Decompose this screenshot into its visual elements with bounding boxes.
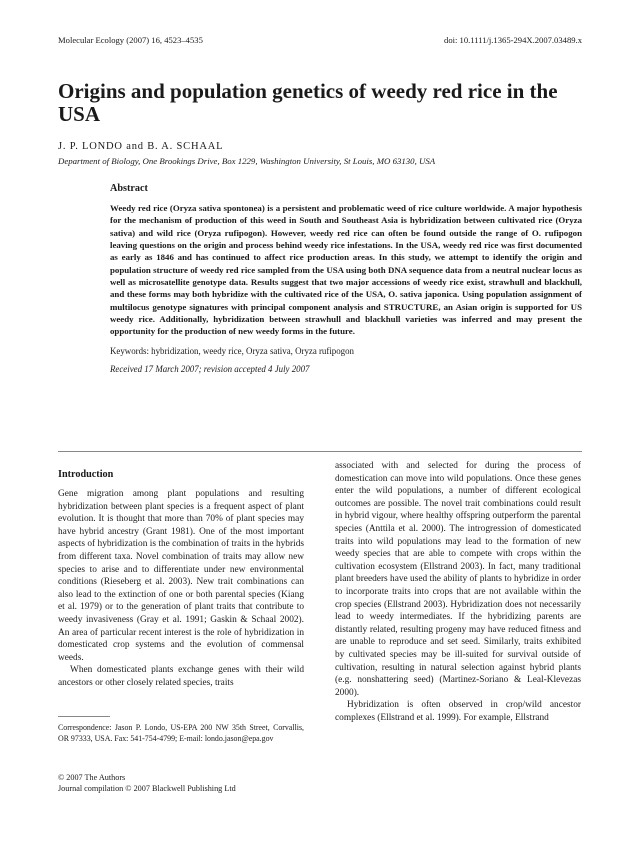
footnote-rule	[58, 716, 110, 717]
abstract-body: Weedy red rice (Oryza sativa spontonea) is a persistent and problematic weed of rice culture worldwide. A major hypothesis for the mechanism of production of this weed in South and Southeast Asia is hybridization between cultivated rice (Oryza sativa) and wild rice (Oryza rufipogon). However, weedy red rice can often be found outside the range of O. rufipogon leaving questions on the origin and process behind weedy rice infestations. In the USA, weedy red rice was first documented as early as 1846 and has continued to affect rice production areas. In this study, we attempt to identify the origin and population structure of weedy red rice sampled from the USA using both DNA sequence data from a neutral nuclear locus as well as microsatellite genotype data. Results suggest that two major accessions of weedy rice exist, strawhull and blackhull, and these forms may both hybridize with the cultivated rice of the USA, O. sativa japonica. Using population assignment of multilocus genotype signatures with principal component analysis and STRUCTURE, an Asian origin is supported for US weedy rice. Additionally, hybridization between strawhull and blackhull varieties was inferred and may present the opportunity for the production of new weedy forms in the future.	[110, 203, 582, 337]
keywords-line: Keywords: hybridization, weedy rice, Oryza sativa, Oryza rufipogon	[110, 345, 354, 356]
compilation-line: Journal compilation © 2007 Blackwell Publishing Ltd	[58, 784, 236, 794]
author-list: J. P. LONDO and B. A. SCHAAL	[58, 141, 224, 152]
received-dates: Received 17 March 2007; revision accepted 4 July 2007	[110, 363, 310, 374]
article-title: Origins and population genetics of weedy red rice in the USA	[58, 79, 558, 126]
intro-paragraph: Gene migration among plant populations and resulting hybridization between plant species is a frequent aspect of plant evolution. It is thought that more than 70% of plant species may have hybrid ancestry (Grant 1981). One of the most important aspects of hybridization is the combination of traits in the hybrids from different taxa. Novel combination of traits may allow new species to arise and to differentiate under new environmental conditions (Rieseberg et al. 2003). New trait combinations can also lead to the extinction of one or both parental species (Kiang et al. 1979) or to the generation of plant traits that contribute to weedy invasiveness (Gray et al. 1991; Gaskin & Schaal 2002). An area of particular recent interest is the role of hybridization in domesticated crop systems and the evolution of commensal weeds.	[58, 489, 304, 663]
author-affiliation: Department of Biology, One Brookings Drive, Box 1229, Washington University, St Louis, MO 63130, USA	[58, 156, 436, 166]
correspondence-note: Correspondence: Jason P. Londo, US-EPA 200 NW 35th Street, Corvallis, OR 97333, USA. Fax: 541-754-4799; E-mail: londo.jason@epa.gov	[58, 723, 304, 743]
copyright-line: © 2007 The Authors	[58, 773, 126, 782]
section-divider	[58, 451, 582, 452]
page-footer	[58, 772, 236, 794]
intro-paragraph: associated with and selected for during the process of domestication can move into wild populations. Once these genes enter the wild populations, a number of different ecological outcomes are possible. The novel trait combinations could result in hybrid vigour, where healthy offspring outperform the parental species (Anttila et al. 2000). The introgression of domesticated traits into wild populations may lead to the formation of new weedy species that are able to compete with crops within the cultivation ecosystem (Ellstrand 2003). In fact, many traditional plant breeders have used the ability of plants to hybridize in order to incorporate traits into crops that are not available within the crop species (Ellstrand 2003). Hybridization does not necessarily lead to weedy intermediates. If the hybridizing parents are distantly related, resulting progeny may have reduced fitness and are unable to reproduce and set seed. Similarly, traits exhibited by cultivated species may be ill-suited for survival outside of cultivation, resulting in natural selection against hybrid plants (e.g. nonshattering seed) (Martinez-Soriano & Leal-Klevezas 2000).	[335, 461, 581, 698]
body-column-right	[335, 460, 581, 724]
intro-paragraph: Hybridization is often observed in crop/wild ancestor complexes (Ellstrand et al. 1999). For example, Ellstrand	[335, 700, 581, 723]
abstract-heading: Abstract	[110, 183, 148, 194]
abstract-section	[110, 183, 582, 374]
running-header-journal: Molecular Ecology (2007) 16, 4523–4535	[58, 35, 203, 45]
intro-paragraph: When domesticated plants exchange genes with their wild ancestors or other closely related species, traits	[58, 665, 304, 688]
introduction-heading: Introduction	[58, 469, 114, 480]
running-header-doi: doi: 10.1111/j.1365-294X.2007.03489.x	[444, 35, 582, 45]
body-column-left	[58, 460, 304, 690]
